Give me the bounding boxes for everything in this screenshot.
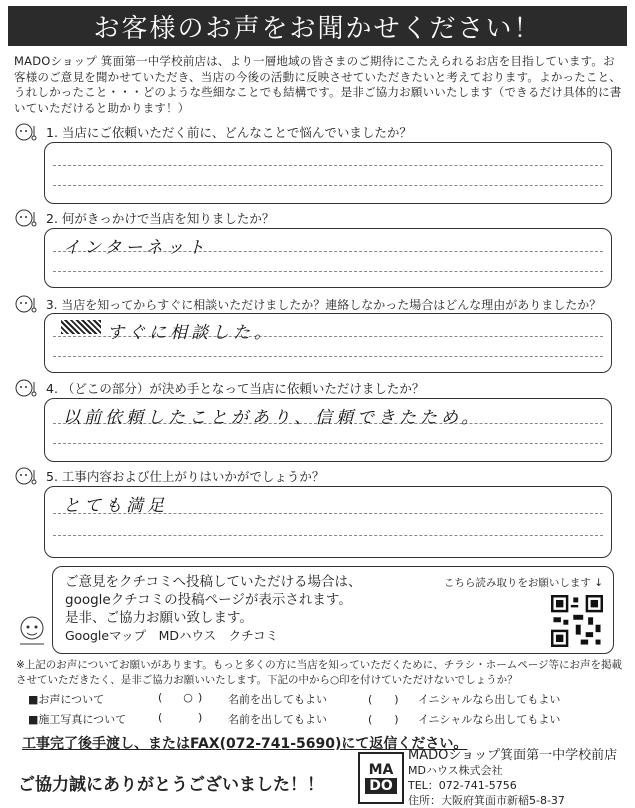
answer-box-2[interactable] xyxy=(44,228,612,288)
answer-box-3[interactable] xyxy=(44,313,612,373)
answer-box-1[interactable] xyxy=(44,142,612,204)
mascot-icon xyxy=(12,610,52,650)
question-5 xyxy=(14,466,324,486)
consent-mark[interactable] xyxy=(178,711,198,727)
consent-label: ■施工写真について xyxy=(28,713,127,726)
review-promo-box xyxy=(52,566,614,654)
qr-note: こちら読み取りをお願いします ↓ xyxy=(443,577,603,589)
answer-3: すぐに相談した。 xyxy=(107,323,275,343)
shop-address: 住所：大阪府箕面市新稲5-8-37 xyxy=(408,794,565,807)
face-icon xyxy=(14,208,40,228)
promo-line-2: googleクチコミの投稿ページが表示されます。 xyxy=(65,592,352,608)
logo-top: MA xyxy=(368,762,394,778)
face-icon xyxy=(14,294,40,314)
face-icon xyxy=(14,466,40,486)
question-3 xyxy=(14,294,601,314)
question-3-label: 3. 当店を知ってからすぐに相談いただけましたか？連絡しなかった場合はどんな理由がありましたか？ xyxy=(46,297,602,312)
qr-code-icon[interactable] xyxy=(551,595,603,647)
logo-bottom: DO xyxy=(365,778,397,794)
page-title: お客様のお声をお聞かせください！ xyxy=(8,6,627,46)
consent-notice: ※上記のお声についてお願いがあります。もっと多くの方に当店を知っていただくために、チラシ・ホームページ等にお声を掲載させていただきたく、是非ご協力お願いいたします。下記の中から○印を付けていただけないでしょうか？ xyxy=(16,659,623,686)
answer-box-4[interactable] xyxy=(44,398,612,462)
question-2-label: 2. 何がきっかけで当店を知りましたか？ xyxy=(46,211,275,226)
consent-mark[interactable]: ○ xyxy=(183,691,193,704)
question-4 xyxy=(14,378,424,398)
consent-option-initial: イニシャルなら出してもよい xyxy=(418,713,561,726)
question-5-label: 5. 工事内容および仕上がりはいかがでしょうか？ xyxy=(46,469,325,484)
answer-5: とても満足 xyxy=(63,496,168,516)
shop-company: MDハウス株式会社 xyxy=(408,764,503,777)
question-1-label: 1. 当店にご依頼いただく前に、どんなことで悩んでいましたか？ xyxy=(46,125,412,140)
question-4-label: 4. （どこの部分）が決め手となって当店に依頼いただけましたか？ xyxy=(46,381,425,396)
answer-box-5[interactable] xyxy=(44,486,612,558)
promo-line-1: ご意見をクチコミへ投稿していただける場合は、 xyxy=(65,574,362,590)
fax-instruction: 工事完了後手渡し、またはFAX(072-741-5690)にて返信ください。 xyxy=(22,736,468,752)
consent-option-name: 名前を出してもよい xyxy=(228,713,327,726)
face-icon xyxy=(14,122,40,142)
consent-label: ■お声について xyxy=(28,693,105,706)
consent-row-photo: ■施工写真について ( ) 名前を出してもよい ( ) イニシャルなら出してもよい xyxy=(28,711,561,726)
consent-option-initial: イニシャルなら出してもよい xyxy=(418,693,561,706)
thanks-message: ご協力誠にありがとうございました！！ xyxy=(18,775,324,795)
answer-4: 以前依頼したことがあり、信頼できたため。 xyxy=(63,408,483,428)
shop-info xyxy=(408,748,617,808)
mado-logo xyxy=(358,752,404,804)
shop-name: MADOショップ箕面第一中学校前店 xyxy=(408,748,618,763)
consent-option-name: 名前を出してもよい xyxy=(228,693,327,706)
answer-2: インターネット xyxy=(63,238,209,258)
face-icon xyxy=(14,378,40,398)
scribble xyxy=(61,320,101,334)
consent-row-voice: ■お声について ( ○ ) 名前を出してもよい ( ) イニシャルなら出してもよい xyxy=(28,691,561,706)
intro-text: MADOショップ 箕面第一中学校前店は、より一層地域の皆さまのご期待にこたえられるお店を目指しています。お客様のご意見を聞かせていただき、当店の今後の活動に反映させていただきたいと考えております。よかったこと、うれしかったこと・・・どのような些細なことでも結構です。是非ご協力お願いいたします（できるだけ具体的に書いていただけると助かります！） xyxy=(14,54,622,115)
promo-line-3: 是非、ご協力お願い致します。 xyxy=(65,610,253,626)
promo-line-4: Googleマップ MDハウス クチコミ xyxy=(65,628,279,643)
question-2 xyxy=(14,208,274,228)
shop-tel: TEL：072-741-5756 xyxy=(408,779,517,792)
question-1 xyxy=(14,122,412,142)
